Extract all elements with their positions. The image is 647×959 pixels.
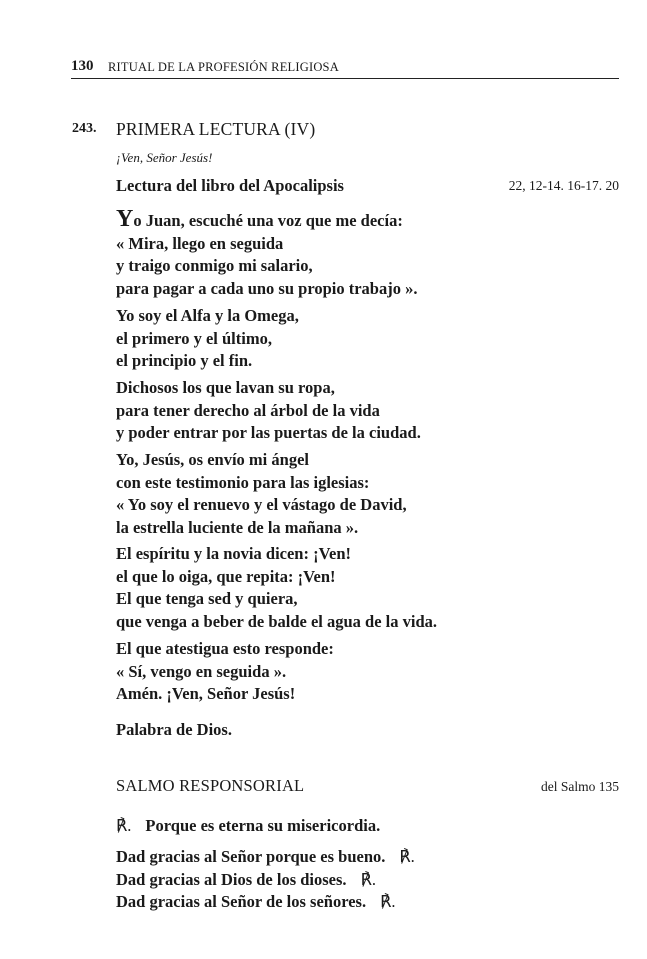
verse-line: « Sí, vengo en seguida ».	[116, 661, 287, 681]
verse-line: Yo soy el Alfa y la Omega,	[116, 306, 299, 325]
psalm-verses	[116, 846, 415, 914]
section-subtitle: ¡Ven, Señor Jesús!	[116, 150, 213, 165]
stanza-5	[116, 543, 437, 633]
psalm-verse-text: Dad gracias al Señor porque es bueno.	[116, 847, 386, 866]
verse-line: el primero y el último,	[116, 328, 272, 348]
verse-line: « Mira, llego en seguida	[116, 233, 284, 253]
verse-line: « Yo soy el renuevo y el vástago de David,	[116, 495, 407, 514]
verse-line: con este testimonio para las iglesias:	[116, 472, 370, 492]
verse-line: Yo, Jesús, os envío mi ángel	[116, 450, 309, 469]
response-symbol: ℟.	[380, 892, 396, 911]
first-line	[116, 208, 417, 233]
verse-line: y traigo conmigo mi salario,	[116, 256, 313, 275]
stanza-6	[116, 638, 334, 706]
closing-line: Palabra de Dios.	[116, 720, 232, 739]
psalm-verse-text: Dad gracias al Señor de los señores.	[116, 892, 367, 911]
stanza-2	[116, 305, 299, 373]
verse-line: Dichosos los que lavan su ropa,	[116, 378, 335, 397]
psalm-title: SALMO RESPONSORIAL	[116, 776, 305, 795]
response-symbol: ℟.	[399, 847, 415, 866]
section-title: PRIMERA LECTURA (IV)	[116, 119, 316, 139]
first-line-text: o Juan, escuché una voz que me decía:	[133, 211, 403, 230]
psalm-verse	[116, 846, 415, 869]
verse-line: Amén. ¡Ven, Señor Jesús!	[116, 684, 296, 703]
verse-line: para tener derecho al árbol de la vida	[116, 400, 380, 420]
psalm-verse	[116, 869, 415, 892]
running-header	[71, 58, 619, 79]
reading-reference: 22, 12-14. 16-17. 20	[508, 178, 619, 193]
psalm-verse	[116, 891, 415, 914]
verse-line: El que atestigua esto responde:	[116, 639, 334, 658]
psalm-verse-text: Dad gracias al Dios de los dioses.	[116, 869, 347, 889]
reading-title: Lectura del libro del Apocalipsis	[116, 176, 344, 195]
response-symbol: ℟.	[360, 869, 376, 889]
running-title: RITUAL DE LA PROFESIÓN RELIGIOSA	[108, 60, 339, 74]
page-number: 130	[71, 58, 94, 74]
stanza-4	[116, 449, 407, 539]
verse-line: el que lo oiga, que repita: ¡Ven!	[116, 566, 336, 586]
verse-line: que venga a beber de balde el agua de la vida.	[116, 611, 438, 631]
verse-line: el principio y el fin.	[116, 351, 253, 370]
stanza-1	[116, 208, 417, 300]
verse-line: El que tenga sed y quiera,	[116, 589, 298, 608]
verse-line: para pagar a cada uno su propio trabajo ».	[116, 278, 418, 298]
stanza-3	[116, 377, 421, 445]
verse-line: la estrella luciente de la mañana ».	[116, 517, 359, 537]
verse-line: y poder entrar por las puertas de la ciudad.	[116, 423, 421, 442]
response-symbol: ℟.	[116, 816, 132, 835]
psalm-response	[116, 816, 380, 836]
drop-cap: Y	[116, 206, 134, 232]
response-text: Porque es eterna su misericordia.	[145, 816, 381, 835]
section-number: 243.	[72, 121, 97, 136]
verse-line: El espíritu y la novia dicen: ¡Ven!	[116, 544, 351, 563]
psalm-reference: del Salmo 135	[541, 779, 619, 794]
